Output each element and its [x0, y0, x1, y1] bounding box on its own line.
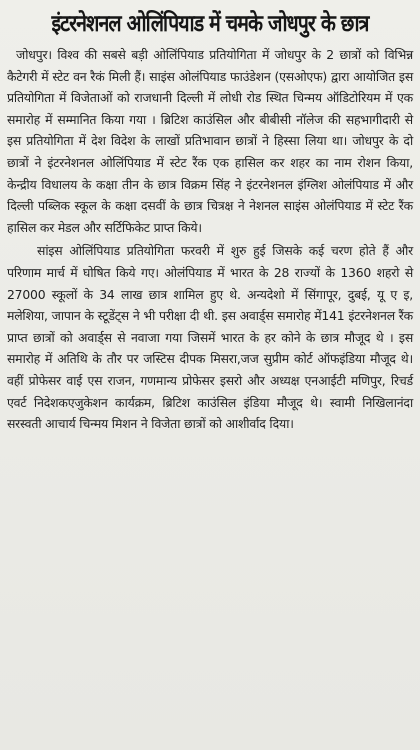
article-paragraph-2: सांइस ओलिंपियाड प्रतियोगिता फरवरी में शुरु हुई जिसके कई चरण होते हैं और परिणाम मार्च में घोषित किये गए। ओलंपियाड में भारत के 28 राज्यों के 1360 शहरो से 27000 स्कूलों के 34 लाख छात्र शामिल हुए थे. अन्यदेशो में सिंगापूर, दुबई, यू ए इ, मलेशिया, जापान के स्टूडेंट्स ने भी परीक्षा दी थी. इस अवार्ड्स समारोह में141 इंटरनेशनल रैंक प्राप्त छात्रों को अवार्ड्स से नवाजा गया जिसमें भारत के हर कोने के छात्र मौजूद थे । इस समारोह में अतिथि के तौर पर जस्टिस दीपक मिसरा,जज सुप्रीम कोर्ट ऑफइंडिया मौजूद थे। वहीं प्रोफेसर वाई एस राजन, गणमान्य प्रोफेसर इसरो और अध्यक्ष एनआईटी मणिपुर, रिचर्ड एवर्ट निदेशकएजुकेशन कार्यक्रम, ब्रिटिश काउंसिल इंडिया मौजूद थे। स्वामी निखिलानंदा सरस्वती आचार्य चिन्मय मिशन ने विजेता छात्रों को आशीर्वाद दिया।	[7, 243, 413, 432]
article-paragraph-1: जोधपुर। विश्व की सबसे बड़ी ओलिंपियाड प्रतियोगिता में जोधपुर के 2 छात्रों को विभिन्न कैटेगरी में स्टेट वन रैकं मिली हैं। साइंस ओलंपियाड फाउंडेशन (एसओएफ) द्वारा आयोजित इस प्रतियोगिता में विजेताओं को राजधानी दिल्ली में लोधी रोड स्थित चिन्मय ऑडिटोरियम में एक समारोह में सम्मानित किया गया । ब्रिटिश काउंसिल और बीबीसी नॉलेज की सहभागीदारी से इस प्रतियोगिता में देश विदेश के लाखों प्रतिभावान छात्रों ने हिस्सा लिया था। जोधपुर के दो छात्रों ने इंटरनेशनल ओलिंपियाड में स्टेट रैंक एक हासिल कर शहर का नाम रोशन किया, केन्द्रीय विधालय के कक्षा तीन के छात्र विक्रम सिंह ने इंटरनेशनल इंग्लिश ओलंपियाड में और दिल्ली पब्लिक स्कूल के कक्षा दसवीं के छात्र चित्रक्ष ने नेशनल साइंस ओलंपियाड में स्टेट रैंक हासिल कर मेडल और सर्टिफिकेट प्राप्त किये।	[7, 47, 413, 235]
article-headline: इंटरनेशनल ओलिंपियाड में चमके जोधपुर के छात्र	[51, 9, 369, 37]
